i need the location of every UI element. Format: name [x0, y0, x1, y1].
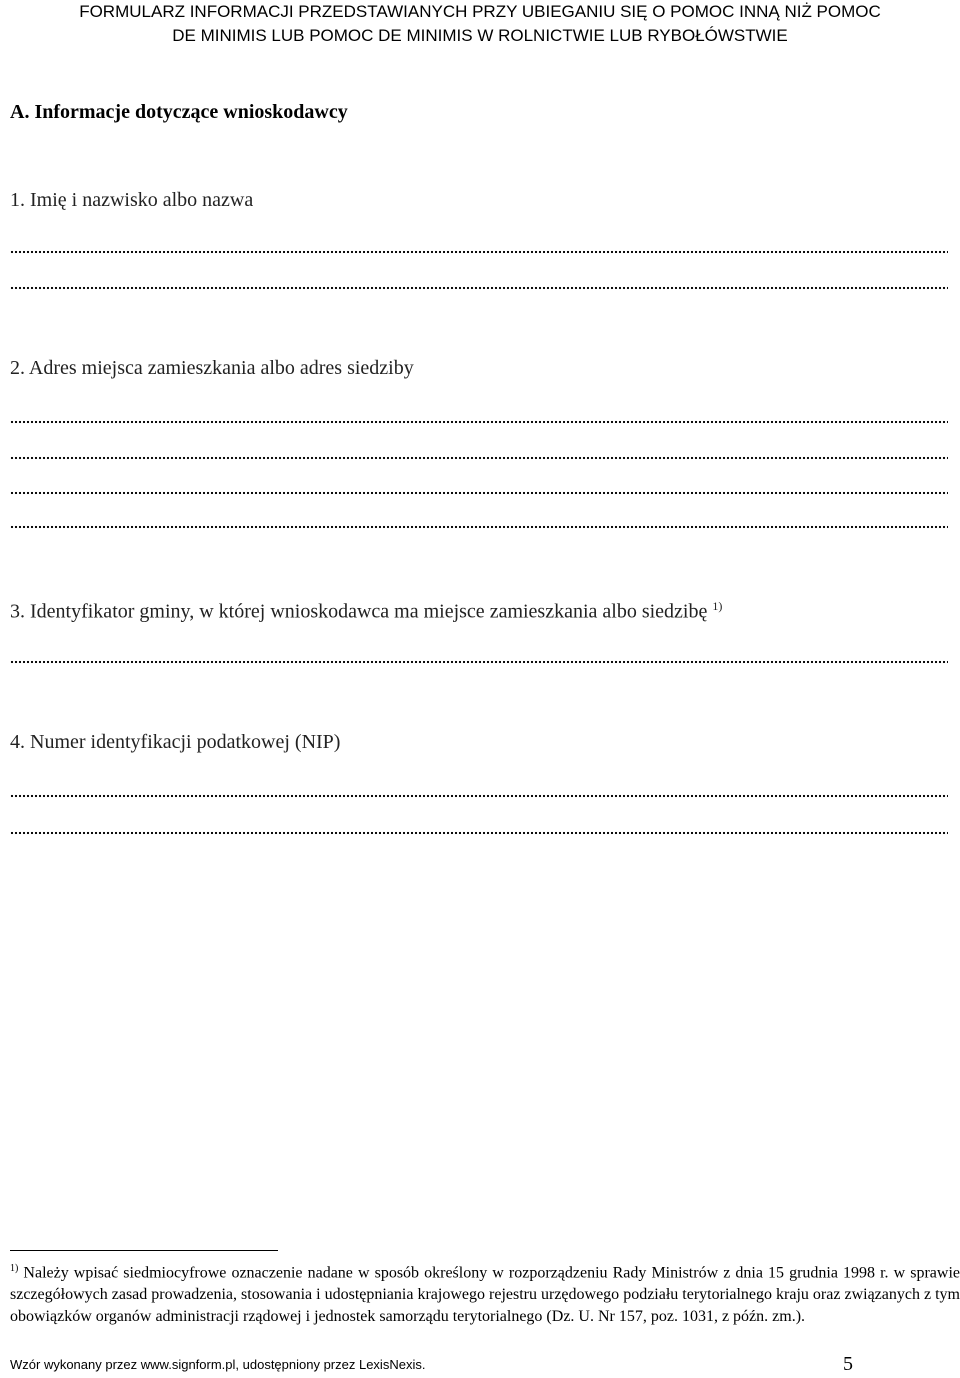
field-2-line-1[interactable] [10, 420, 948, 424]
field-3-label-text: 3. Identyfikator gminy, w której wnioskodawca ma miejsce zamieszkania albo siedzibę [10, 600, 708, 623]
field-1-line-1[interactable] [10, 250, 948, 254]
footnote-marker: 1) [10, 1263, 19, 1274]
form-header [0, 0, 960, 48]
field-1-line-2[interactable] [10, 286, 948, 290]
footnote-text: Należy wpisać siedmiocyfrowe oznaczenie nadane w sposób określony w rozporządzeniu Rady Ministrów z dnia 15 grudnia 1998 r. w sprawie szczegółowych zasad prowadzenia, stosowania i udostępniania krajowego rejestru urzędowego podziału terytorialnego kraju oraz związanych z tym obowiązków organów administracji rządowej i jednostek samorządu terytorialnego (Dz. U. Nr 157, poz. 1031, z późn. zm.). [10, 1264, 960, 1326]
page-number: 5 [843, 1353, 853, 1375]
footnote-reference: 1) [712, 599, 723, 613]
field-3-line-1[interactable] [10, 660, 948, 664]
section-title: A. Informacje dotyczące wnioskodawcy [10, 101, 348, 123]
field-3-label [10, 594, 722, 624]
footnote-divider [10, 1250, 278, 1251]
field-2-line-2[interactable] [10, 456, 948, 460]
footnote [10, 1258, 960, 1328]
form-header-line-1: FORMULARZ INFORMACJI PRZEDSTAWIANYCH PRZY UBIEGANIU SIĘ O POMOC INNĄ NIŻ POMOC [79, 2, 881, 21]
field-1-label: 1. Imię i nazwisko albo nazwa [10, 189, 254, 211]
field-2-line-3[interactable] [10, 491, 948, 495]
footer-credit: Wzór wykonany przez www.signform.pl, udostępniony przez LexisNexis. [10, 1357, 426, 1372]
field-2-line-4[interactable] [10, 525, 948, 529]
field-2-label: 2. Adres miejsca zamieszkania albo adres siedziby [10, 357, 414, 379]
field-4-line-2[interactable] [10, 831, 948, 835]
field-4-label: 4. Numer identyfikacji podatkowej (NIP) [10, 731, 341, 753]
form-header-line-2: DE MINIMIS LUB POMOC DE MINIMIS W ROLNICTWIE LUB RYBOŁÓWSTWIE [172, 26, 788, 45]
field-4-line-1[interactable] [10, 794, 948, 798]
